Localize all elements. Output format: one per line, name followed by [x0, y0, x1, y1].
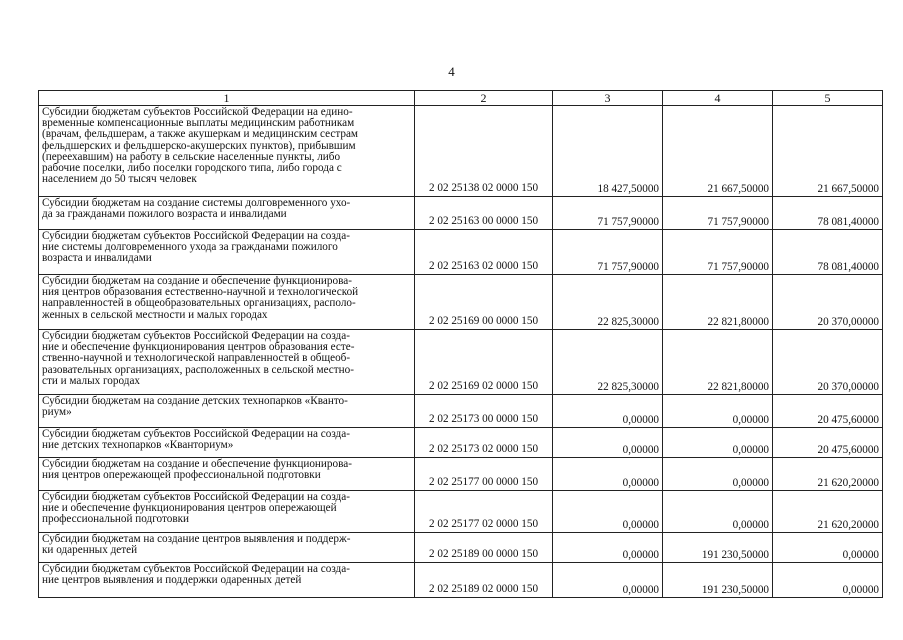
table-row — [39, 275, 883, 330]
row-value-col5: 78 081,40000 — [773, 197, 883, 230]
row-value-col4: 0,00000 — [663, 458, 773, 491]
table-row — [39, 428, 883, 458]
column-header-3: 3 — [553, 91, 663, 106]
row-value-col4: 191 230,50000 — [663, 563, 773, 598]
row-value-col4: 71 757,90000 — [663, 197, 773, 230]
row-budget-code: 2 02 25189 02 0000 150 — [415, 563, 553, 598]
row-value-col4: 71 757,90000 — [663, 230, 773, 275]
budget-table — [38, 90, 883, 598]
row-value-col3: 0,00000 — [553, 491, 663, 533]
row-value-col5: 20 370,00000 — [773, 330, 883, 395]
row-description: Субсидии бюджетам на создание детских технопарков «Кванто- риум» — [39, 395, 415, 428]
row-budget-code: 2 02 25173 02 0000 150 — [415, 428, 553, 458]
row-description: Субсидии бюджетам на создание системы долговременного ухо- да за гражданами пожилого возраста и инвалидами — [39, 197, 415, 230]
row-value-col5: 21 667,50000 — [773, 106, 883, 197]
row-value-col5: 20 370,00000 — [773, 275, 883, 330]
row-value-col3: 0,00000 — [553, 458, 663, 491]
row-description: Субсидии бюджетам на создание и обеспечение функционирова- ния центров опережающей профессиональной подготовки — [39, 458, 415, 491]
row-value-col4: 0,00000 — [663, 428, 773, 458]
row-value-col3: 71 757,90000 — [553, 197, 663, 230]
row-value-col4: 191 230,50000 — [663, 533, 773, 563]
row-description: Субсидии бюджетам на создание и обеспечение функционирова- ния центров образования естественно-научной и технологической направленностей в общеобразовательных организациях, располо- женных в сельской местности и малых городах — [39, 275, 415, 330]
row-description: Субсидии бюджетам субъектов Российской Федерации на созда- ние и обеспечение функционирования центров образования есте- ственно-научной и технологической направленностей в общеоб- разовательных организациях, расположенных в сельской местно- сти и малых городах — [39, 330, 415, 395]
column-header-5: 5 — [773, 91, 883, 106]
row-description: Субсидии бюджетам субъектов Российской Федерации на едино- временные компенсационные выплаты медицинским работникам (врачам, фельдшерам, а также акушеркам и медицинским сестрам фельдшерских и фельдшерско-акушерских пунктов), прибывшим (переехавшим) на работу в сельские населенные пункты, либо рабочие поселки, либо поселки городского типа, либо города с населением до 50 тысяч человек — [39, 106, 415, 197]
row-value-col4: 21 667,50000 — [663, 106, 773, 197]
table-row — [39, 106, 883, 197]
column-header-4: 4 — [663, 91, 773, 106]
row-value-col3: 0,00000 — [553, 533, 663, 563]
row-budget-code: 2 02 25169 02 0000 150 — [415, 330, 553, 395]
row-value-col5: 0,00000 — [773, 533, 883, 563]
row-budget-code: 2 02 25177 02 0000 150 — [415, 491, 553, 533]
row-value-col4: 0,00000 — [663, 491, 773, 533]
row-budget-code: 2 02 25138 02 0000 150 — [415, 106, 553, 197]
row-value-col5: 21 620,20000 — [773, 458, 883, 491]
table-header-row — [39, 91, 883, 106]
row-value-col3: 0,00000 — [553, 428, 663, 458]
row-value-col5: 78 081,40000 — [773, 230, 883, 275]
table-row — [39, 197, 883, 230]
row-budget-code: 2 02 25173 00 0000 150 — [415, 395, 553, 428]
row-value-col4: 0,00000 — [663, 395, 773, 428]
table-row — [39, 491, 883, 533]
row-value-col4: 22 821,80000 — [663, 330, 773, 395]
row-description: Субсидии бюджетам субъектов Российской Федерации на созда- ние системы долговременного ухода за гражданами пожилого возраста и инвалидами — [39, 230, 415, 275]
page-number: 4 — [448, 64, 455, 79]
row-value-col5: 20 475,60000 — [773, 395, 883, 428]
table-row — [39, 330, 883, 395]
row-budget-code: 2 02 25163 02 0000 150 — [415, 230, 553, 275]
row-value-col3: 0,00000 — [553, 563, 663, 598]
row-budget-code: 2 02 25189 00 0000 150 — [415, 533, 553, 563]
table-row — [39, 533, 883, 563]
table-row — [39, 395, 883, 428]
table-row — [39, 563, 883, 598]
column-header-2: 2 — [415, 91, 553, 106]
row-value-col4: 22 821,80000 — [663, 275, 773, 330]
row-description: Субсидии бюджетам субъектов Российской Федерации на созда- ние центров выявления и поддержки одаренных детей — [39, 563, 415, 598]
row-value-col3: 0,00000 — [553, 395, 663, 428]
table-row — [39, 230, 883, 275]
row-budget-code: 2 02 25177 00 0000 150 — [415, 458, 553, 491]
column-header-1: 1 — [39, 91, 415, 106]
row-description: Субсидии бюджетам субъектов Российской Федерации на созда- ние и обеспечение функционирования центров опережающей профессиональной подготовки — [39, 491, 415, 533]
row-value-col5: 20 475,60000 — [773, 428, 883, 458]
row-value-col5: 21 620,20000 — [773, 491, 883, 533]
row-value-col3: 18 427,50000 — [553, 106, 663, 197]
row-value-col3: 22 825,30000 — [553, 275, 663, 330]
row-budget-code: 2 02 25163 00 0000 150 — [415, 197, 553, 230]
table-row — [39, 458, 883, 491]
row-description: Субсидии бюджетам субъектов Российской Федерации на созда- ние детских технопарков «Кванториум» — [39, 428, 415, 458]
row-value-col5: 0,00000 — [773, 563, 883, 598]
row-value-col3: 22 825,30000 — [553, 330, 663, 395]
row-description: Субсидии бюджетам на создание центров выявления и поддерж- ки одаренных детей — [39, 533, 415, 563]
row-value-col3: 71 757,90000 — [553, 230, 663, 275]
row-budget-code: 2 02 25169 00 0000 150 — [415, 275, 553, 330]
